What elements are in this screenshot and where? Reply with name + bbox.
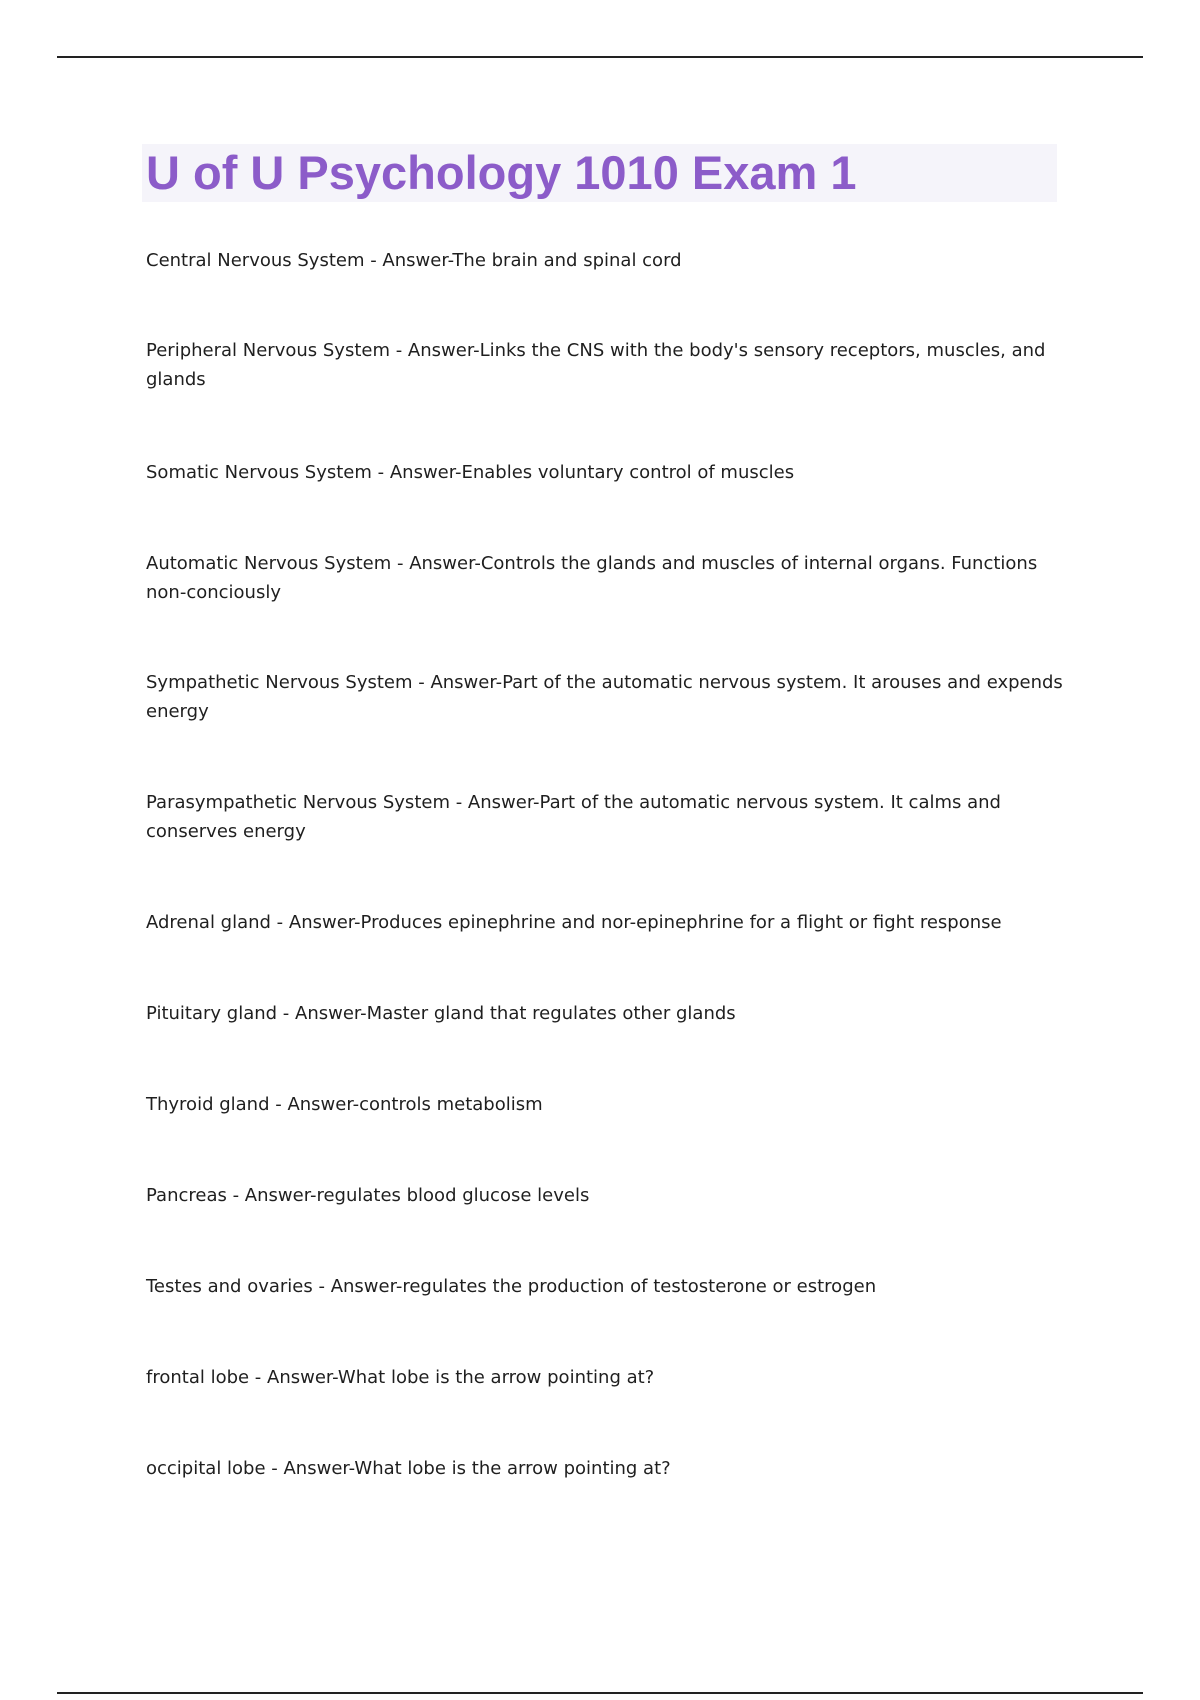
list-item: Pituitary gland - Answer-Master gland that regulates other glands — [146, 1003, 736, 1024]
list-item: Sympathetic Nervous System - Answer-Part of the automatic nervous system. It arouses and expends energy — [146, 672, 1063, 722]
list-item: Parasympathetic Nervous System - Answer-Part of the automatic nervous system. It calms and conserves energy — [146, 792, 1001, 842]
list-item: Somatic Nervous System - Answer-Enables voluntary control of muscles — [146, 462, 795, 483]
list-item: Central Nervous System - Answer-The brain and spinal cord — [146, 250, 682, 271]
title-banner — [142, 144, 1057, 202]
list-item: Testes and ovaries - Answer-regulates the production of testosterone or estrogen — [146, 1276, 877, 1297]
header-rule — [57, 56, 1143, 58]
list-item: Peripheral Nervous System - Answer-Links the CNS with the body's sensory receptors, muscles, and glands — [146, 340, 1046, 390]
list-item: Thyroid gland - Answer-controls metabolism — [146, 1094, 543, 1115]
list-item: Automatic Nervous System - Answer-Controls the glands and muscles of internal organs. Functions non-conciously — [146, 553, 1038, 603]
footer-rule — [57, 1692, 1143, 1694]
list-item: Adrenal gland - Answer-Produces epinephrine and nor-epinephrine for a flight or fight response — [146, 912, 1002, 933]
list-item: occipital lobe - Answer-What lobe is the arrow pointing at? — [146, 1458, 671, 1479]
list-item: frontal lobe - Answer-What lobe is the arrow pointing at? — [146, 1367, 655, 1388]
list-item: Pancreas - Answer-regulates blood glucose levels — [146, 1185, 590, 1206]
page-title: U of U Psychology 1010 Exam 1 — [146, 146, 857, 199]
